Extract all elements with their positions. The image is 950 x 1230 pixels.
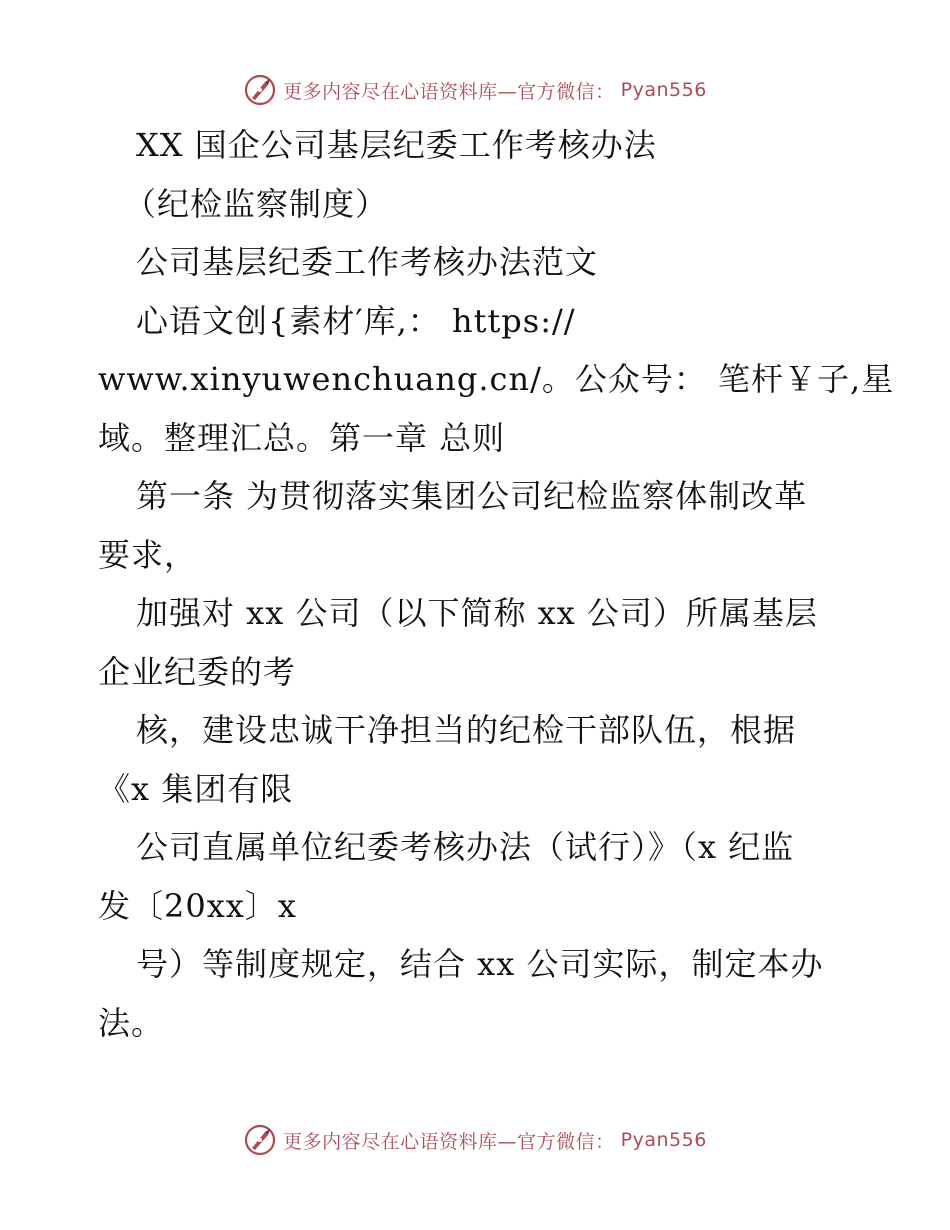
footer-banner-text: 更多内容尽在心语资料库—官方微信： — [283, 1130, 615, 1153]
text-line: 要求， — [98, 535, 198, 574]
document-heading: 公司基层纪委工作考核办法范文 — [136, 243, 599, 281]
header-banner — [0, 70, 950, 110]
text-line: 域。整理汇总。第一章 总则 — [98, 418, 506, 457]
text-line: 法。 — [98, 1003, 165, 1042]
quill-pen-emblem-icon — [243, 1123, 277, 1157]
text-line: 《x 集团有限 — [98, 769, 294, 808]
header-wechat-id: Pyan556 — [620, 79, 707, 101]
document-body — [98, 116, 895, 1052]
text-line: 核，建设忠诚干净担当的纪检干部队伍，根据 — [136, 711, 797, 749]
header-banner-text: 更多内容尽在心语资料库—官方微信： — [283, 80, 615, 103]
text-line: 号）等制度规定，结合 xx 公司实际，制定本办 — [136, 945, 824, 983]
document-title: XX 国企公司基层纪委工作考核办法 — [136, 126, 657, 164]
document-subtitle: （纪检监察制度） — [124, 184, 389, 223]
quill-pen-emblem-icon — [243, 73, 277, 107]
text-line: 心语文创{素材′库,： https:// — [136, 301, 576, 340]
text-line: 第一条 为贯彻落实集团公司纪检监察体制改革 — [136, 477, 808, 515]
text-line: 加强对 xx 公司（以下简称 xx 公司）所属基层 — [136, 594, 818, 632]
footer-banner — [0, 1120, 950, 1160]
text-line: 发〔20xx〕x — [98, 886, 297, 925]
footer-wechat-id: Pyan556 — [620, 1129, 707, 1151]
text-line: 企业纪委的考 — [98, 652, 297, 691]
text-line: www.xinyuwenchuang.cn/。公众号： 笔杆￥子,星 — [98, 360, 895, 398]
text-line: 公司直属单位纪委考核办法（试行）》（x 纪监 — [136, 828, 795, 866]
